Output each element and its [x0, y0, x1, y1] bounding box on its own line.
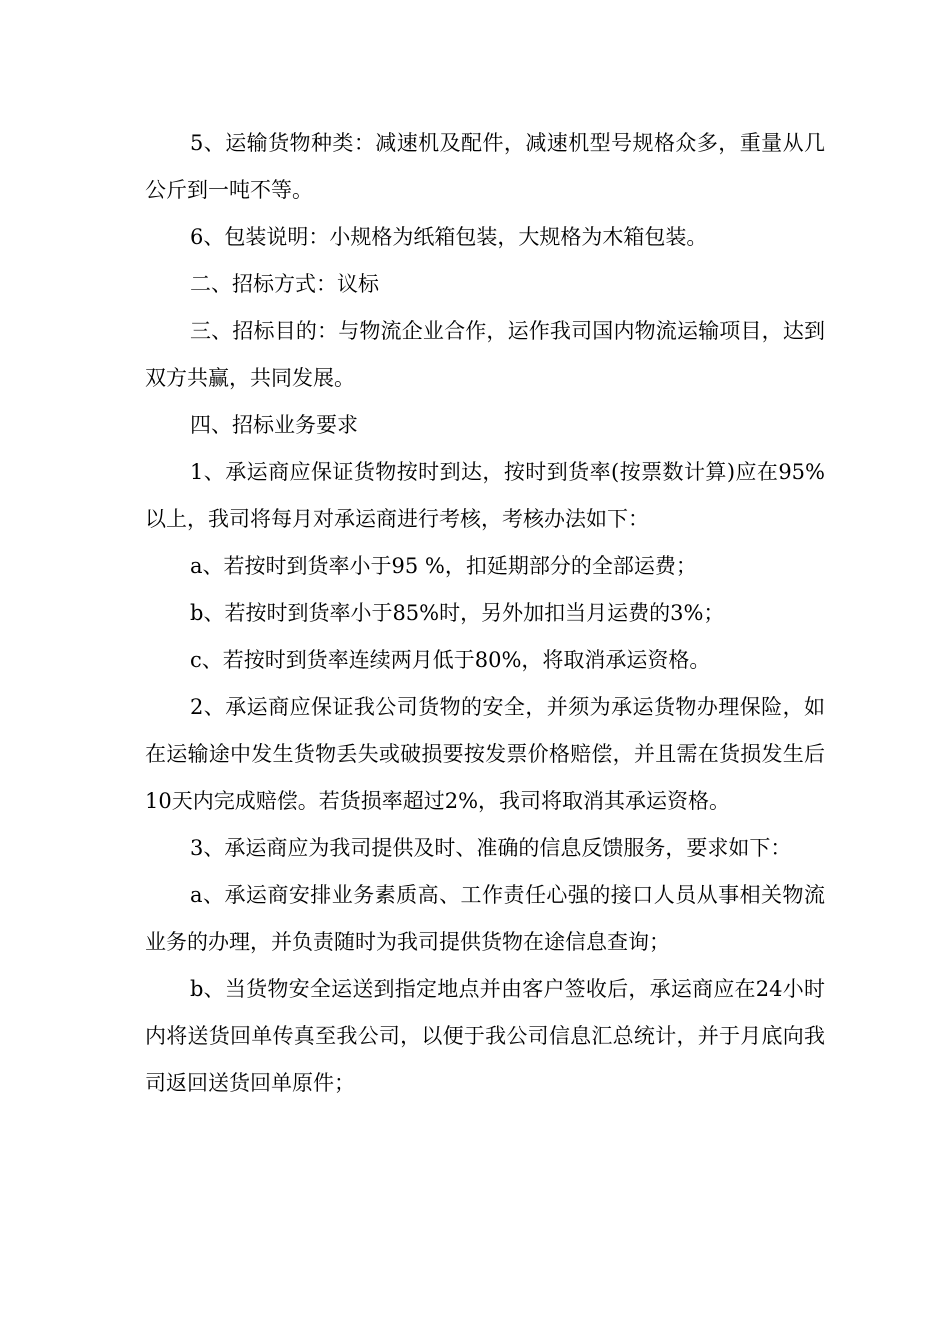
paragraph-requirement-3b: b、当货物安全运送到指定地点并由客户签收后，承运商应在24小时内将送货回单传真至我公司，以便于我公司信息汇总统计，并于月底向我司返回送货回单原件； — [145, 977, 825, 1095]
paragraph-requirement-1c: c、若按时到货率连续两月低于80%，将取消承运资格。 — [190, 648, 711, 672]
paragraph-requirement-2: 2、承运商应保证我公司货物的安全，并须为承运货物办理保险，如在运输途中发生货物丢失或破损要按发票价格赔偿，并且需在货损发生后10天内完成赔偿。若货损率超过2%，我司将取消其承运资格。 — [145, 695, 825, 813]
document-body — [145, 120, 825, 1107]
paragraph-requirement-3: 3、承运商应为我司提供及时、准确的信息反馈服务，要求如下： — [190, 836, 792, 860]
paragraph-requirement-1a: a、若按时到货率小于95 %，扣延期部分的全部运费； — [190, 554, 697, 578]
paragraph-packaging: 6、包装说明：小规格为纸箱包装，大规格为木箱包装。 — [190, 225, 708, 249]
paragraph-bidding-method: 二、招标方式：议标 — [190, 272, 379, 296]
paragraph-requirement-1: 1、承运商应保证货物按时到达，按时到货率(按票数计算)应在95%以上，我司将每月对承运商进行考核，考核办法如下： — [145, 460, 825, 531]
paragraph-requirements-heading: 四、招标业务要求 — [190, 413, 358, 437]
paragraph-requirement-1b: b、若按时到货率小于85%时，另外加扣当月运费的3%； — [190, 601, 725, 625]
paragraph-requirement-3a: a、承运商安排业务素质高、工作责任心强的接口人员从事相关物流业务的办理，并负责随时为我司提供货物在途信息查询； — [145, 883, 825, 954]
paragraph-cargo-type: 5、运输货物种类：减速机及配件，减速机型号规格众多，重量从几公斤到一吨不等。 — [145, 131, 825, 202]
paragraph-bidding-purpose: 三、招标目的：与物流企业合作，运作我司国内物流运输项目，达到双方共赢，共同发展。 — [145, 319, 825, 390]
